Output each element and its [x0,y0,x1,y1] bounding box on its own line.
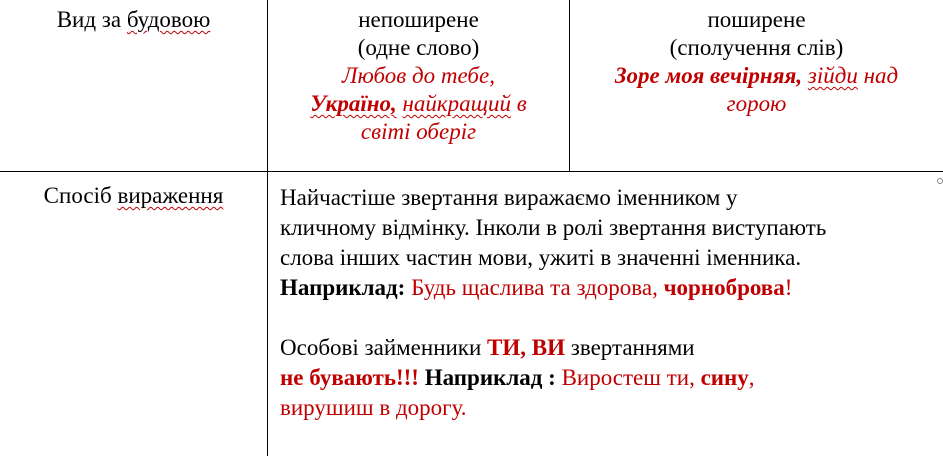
row-label-structure-pre: Вид за [56,7,127,32]
example-non-extended-line3: світі оберіг [360,119,477,144]
example-extended-line1: Зоре моя вечірняя, зійди над [614,63,899,88]
pronoun-note-line1: Особові займенники ТИ, ВИ звертаннями [280,335,695,360]
example-non-extended-line1: Любов до тебе, [342,63,495,88]
example-1-label: Наприклад: [280,275,406,300]
row-label-structure [0,6,267,34]
cell-expression-content [280,183,940,423]
paragraph-spacer [280,303,940,333]
example-1: Наприклад: Будь щаслива та здорова, чорноброва! [280,275,793,300]
cell-non-extended [268,6,569,146]
example-non-extended-line2: Україно, найкращий в [310,91,527,116]
cell-non-extended-subtitle: (одне слово) [357,35,480,60]
divider-horizontal [0,171,943,172]
row-label-expression [0,182,267,210]
cell-extended-title: поширене [707,7,806,32]
cell-extended [570,6,943,118]
expression-text-line2: кличному відмінку. Інколи в ролі звертання виступають [280,215,827,240]
expression-text-line1: Найчастіше звертання виражаємо іменником у [280,185,738,210]
row-label-expression-pre: Спосіб [43,183,118,208]
row-label-expression-wavy: вираження [117,183,224,208]
expression-text-line3: слова інших частин мови, ужиті в значенні іменника. [280,245,802,270]
pronoun-note-line2: не бувають!!! Наприклад : Виростеш ти, сину, [280,365,755,390]
cell-non-extended-title: непоширене [358,7,479,32]
cell-extended-subtitle: (сполучення слів) [669,35,844,60]
pronoun-note-line3: вирушиш в дорогу. [280,395,467,420]
example-extended-line2: горою [726,91,787,116]
row-label-structure-wavy: будовою [126,7,211,32]
